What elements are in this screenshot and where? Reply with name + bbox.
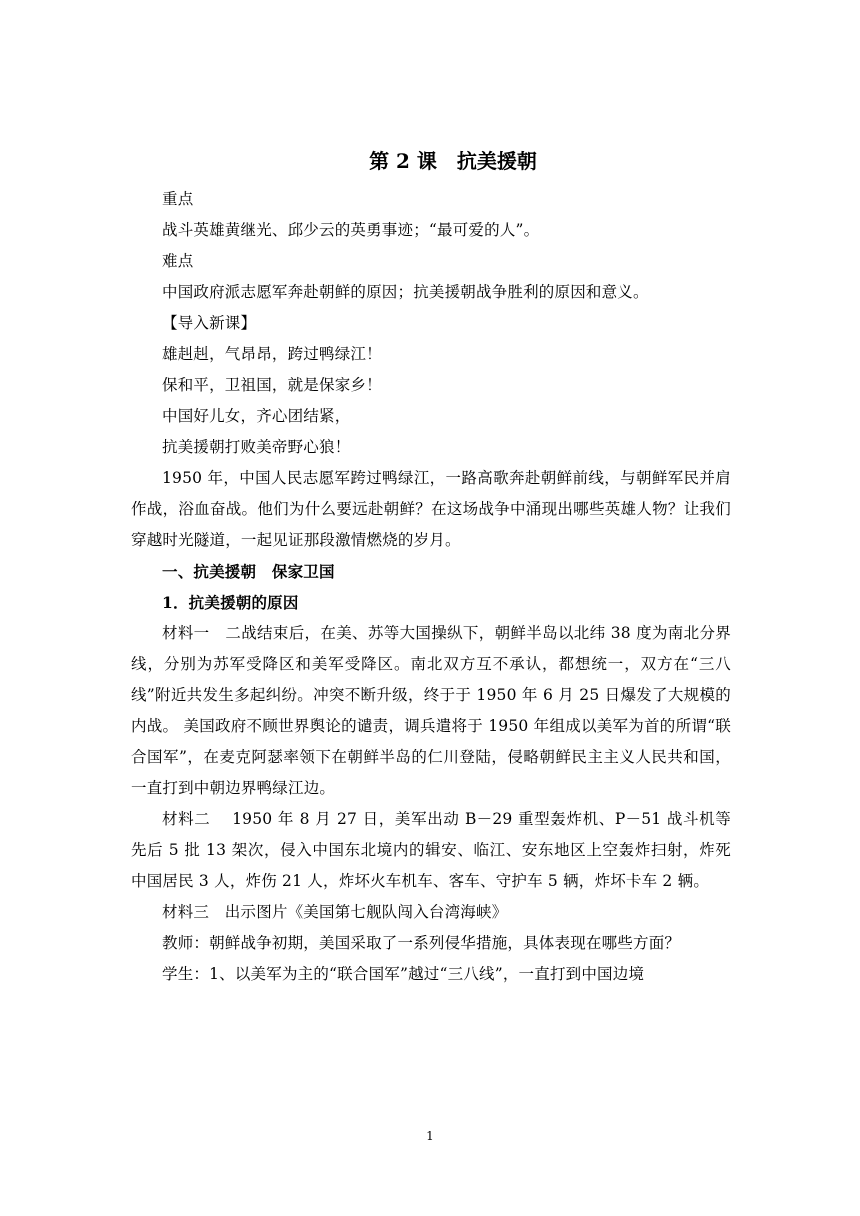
song-line: 抗美援朝打败美帝野心狼！ [162,438,351,456]
body-text [131,184,731,990]
material-paragraph: 材料三 出示图片《美国第七舰队闯入台湾海峡》 [162,903,508,921]
song-line: 保和平，卫祖国，就是保家乡！ [162,376,382,394]
material-paragraph: 材料二 1950 年 8 月 27 日，美军出动 B－29 重型轰炸机、P－51 战斗机等先后 5 批 13 架次，侵入中国东北境内的辑安、临江、安东地区上空轰炸扫射，炸死中国居民 3 人，炸伤 21 人，炸坏火车机车、客车、守护车 5 辆，炸坏卡车 2 辆。 [131,810,731,890]
lesson-title: 第 2 课 抗美援朝 [369,149,537,173]
section-heading: 一、抗美援朝 保家卫国 [162,562,335,581]
material-paragraph: 材料一 二战结束后，在美、苏等大国操纵下，朝鲜半岛以北纬 38 度为南北分界线，分别为苏军受降区和美军受降区。南北双方互不承认，都想统一，双方在“三八线”附近共发生多起纠纷。冲突不断升级，终于于 1950 年 6 月 25 日爆发了大规模的内战。 美国政府不顾世界舆论的谴责，调兵遣将于 1950 年组成以美军为首的所谓“联合国军”，在麦克阿瑟率领下在朝鲜半岛的仁川登陆，侵略朝鲜民主主义人民共和国，一直打到中朝边界鸭绿江边。 [131,624,731,797]
section-label-difficulties: 难点 [162,252,194,270]
section-label-key-points: 重点 [162,190,194,208]
page-number: 1 [426,1129,434,1143]
subsection-heading: 1．抗美援朝的原因 [162,593,299,612]
introduction-paragraph: 1950 年，中国人民志愿军跨过鸭绿江，一路高歌奔赴朝鲜前线，与朝鲜军民并肩作战，浴血奋战。他们为什么要远赴朝鲜？在这场战争中涌现出哪些英雄人物？让我们穿越时光隧道，一起见证那段激情燃烧的岁月。 [131,469,731,549]
section-label-introduction: 【导入新课】 [162,314,257,332]
song-line: 中国好儿女，齐心团结紧， [162,407,351,425]
song-line: 雄赳赳，气昂昂，跨过鸭绿江！ [162,345,382,363]
key-points-text: 战斗英雄黄继光、邱少云的英勇事迹；“最可爱的人”。 [162,221,540,239]
difficulties-text: 中国政府派志愿军奔赴朝鲜的原因；抗美援朝战争胜利的原因和意义。 [162,283,649,301]
student-answer: 学生：1、以美军为主的“联合国军”越过“三八线”，一直打到中国边境 [162,965,645,983]
teacher-question: 教师：朝鲜战争初期，美国采取了一系列侵华措施，具体表现在哪些方面？ [162,934,681,952]
